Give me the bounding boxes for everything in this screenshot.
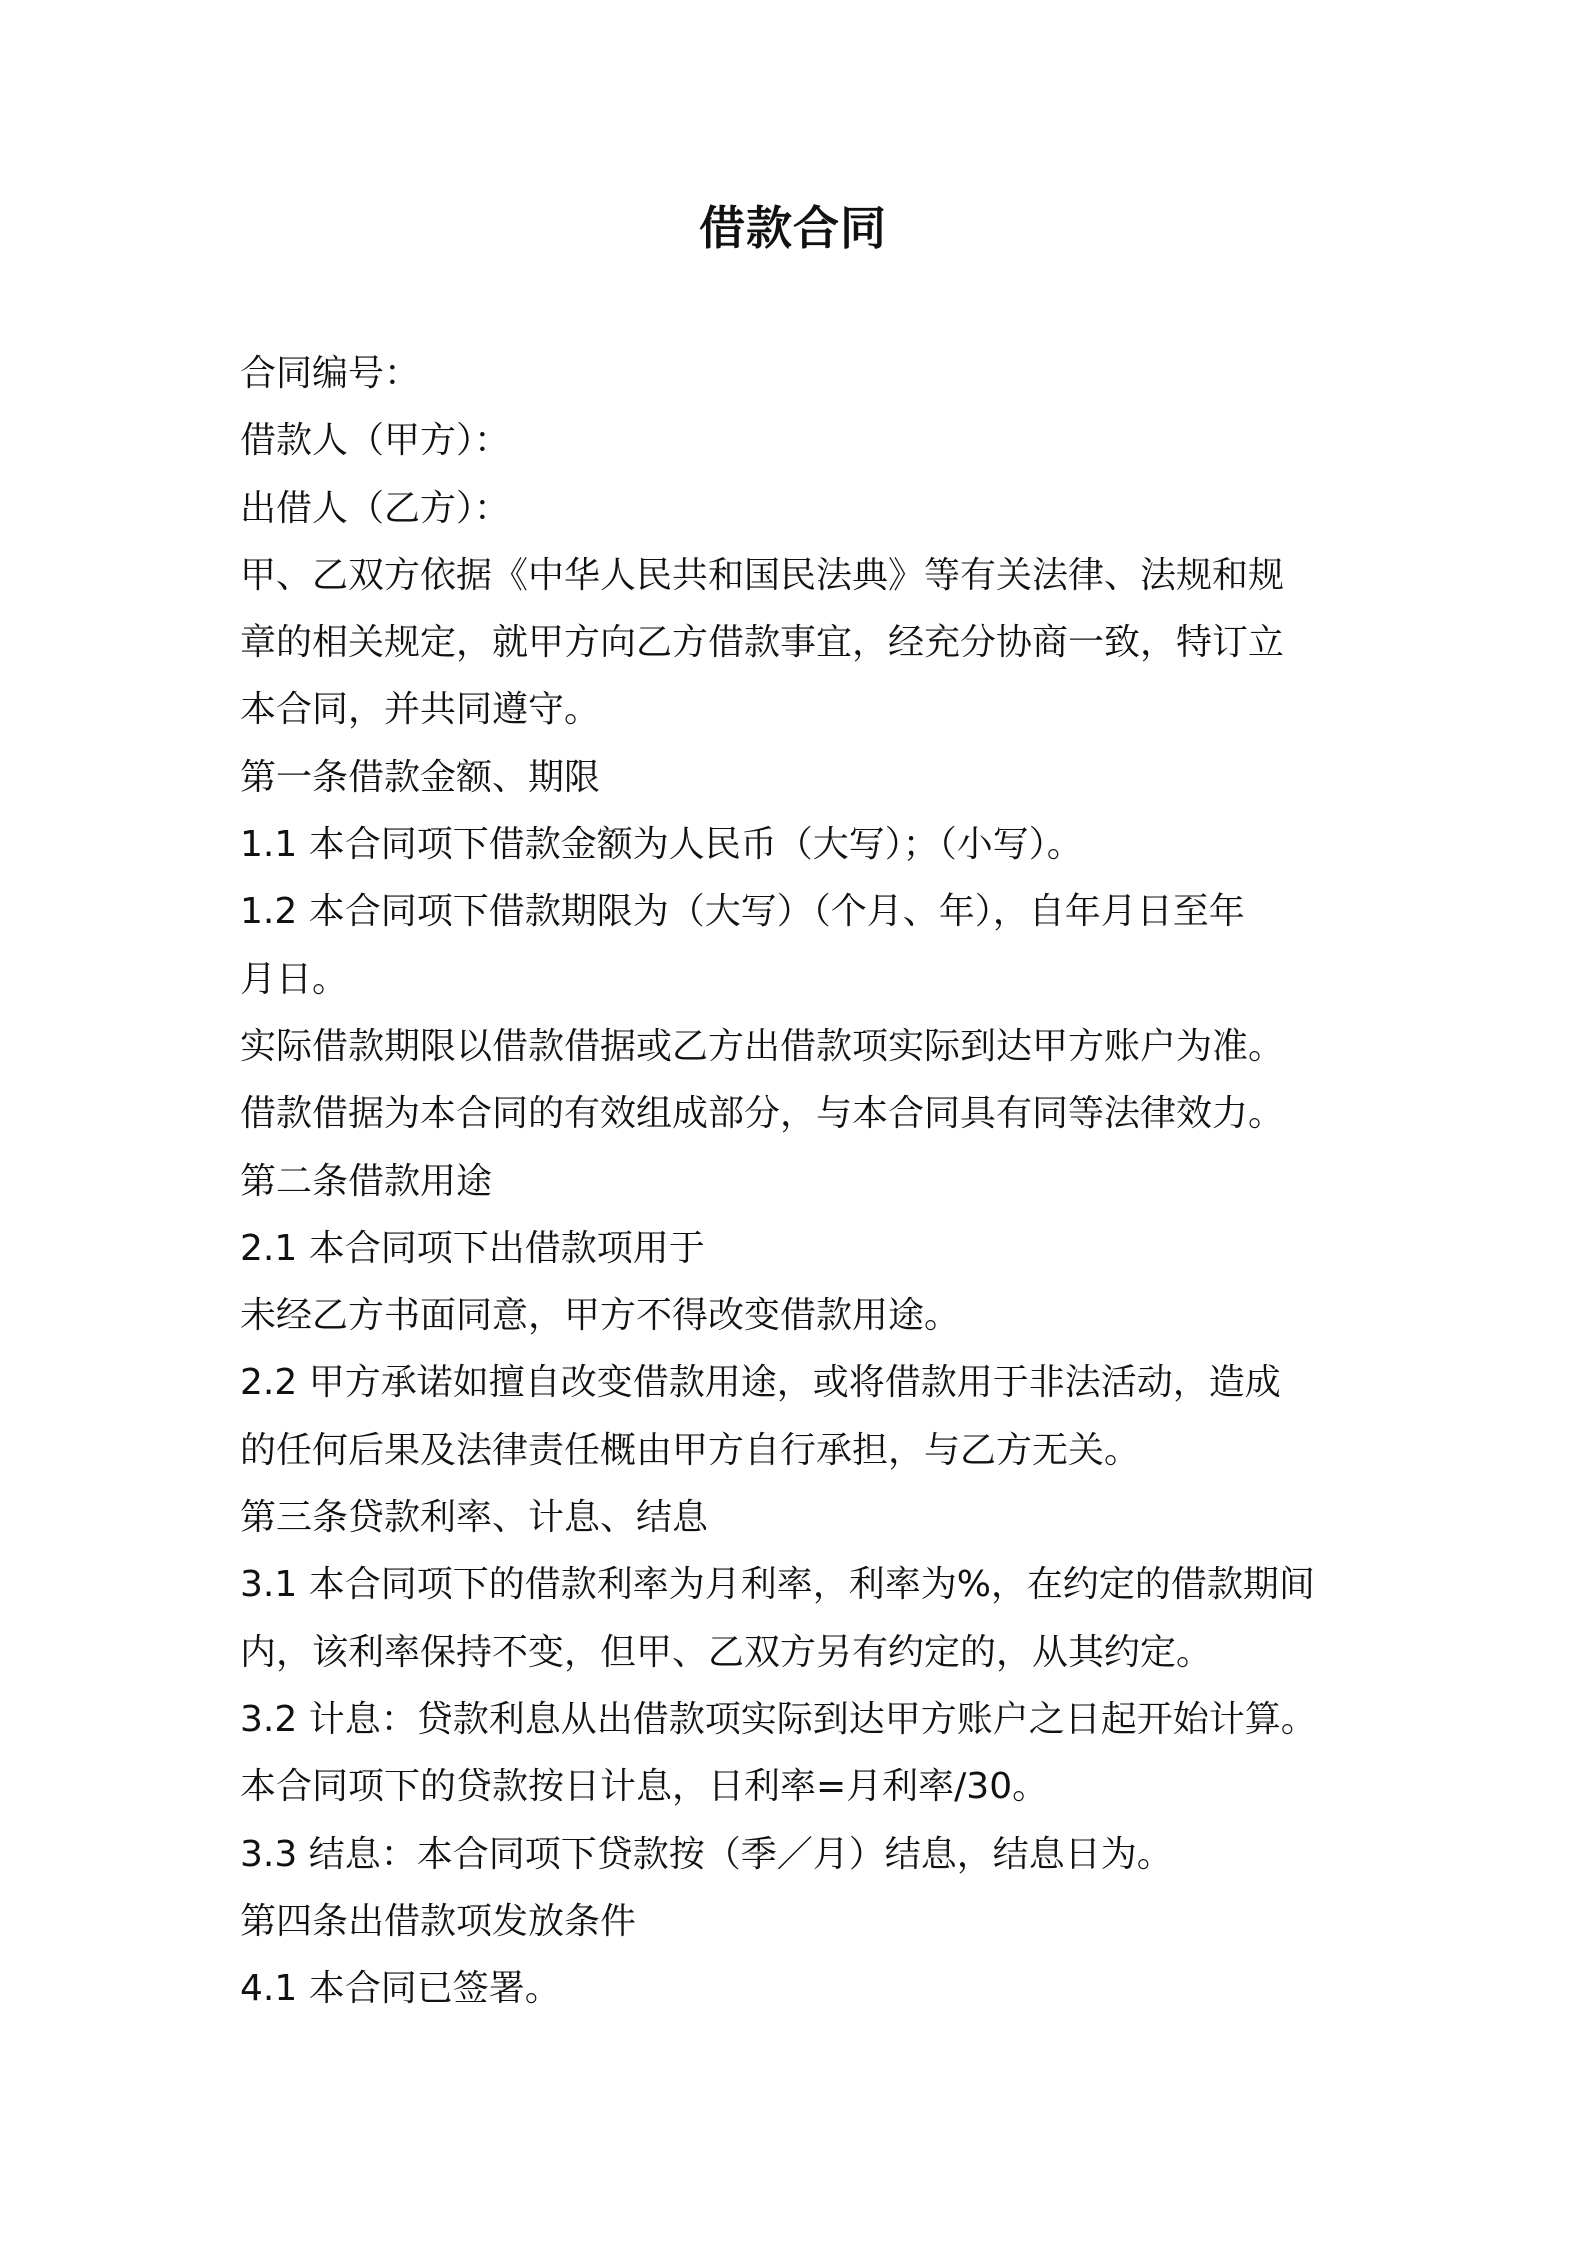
preamble-line: 本合同，并共同遵守。 — [240, 689, 601, 731]
clause-line: 2.1 本合同项下出借款项用于 — [240, 1227, 705, 1269]
contract-number-line: 合同编号： — [240, 353, 421, 394]
clause-line: 3.2 计息：贷款利息从出借款项实际到达甲方账户之日起开始计算。 — [240, 1698, 1317, 1740]
clause-line: 4.1 本合同已签署。 — [240, 1968, 561, 2010]
clause-line: 3.1 本合同项下的借款利率为月利率，利率为%，在约定的借款期间 — [240, 1564, 1315, 1606]
preamble-line: 章的相关规定，就甲方向乙方借款事宜，经充分协商一致，特订立 — [240, 622, 1285, 664]
clause-line: 2.2 甲方承诺如擅自改变借款用途，或将借款用于非法活动，造成 — [240, 1362, 1281, 1404]
article-heading: 第二条借款用途 — [240, 1160, 493, 1202]
clause-line: 的任何后果及法律责任概由甲方自行承担，与乙方无关。 — [240, 1429, 1141, 1471]
clause-line: 未经乙方书面同意，甲方不得改变借款用途。 — [240, 1295, 961, 1337]
clause-line: 3.3 结息：本合同项下贷款按（季／月）结息，结息日为。 — [240, 1833, 1173, 1875]
article-heading: 第四条出借款项发放条件 — [240, 1900, 637, 1942]
clause-line: 1.1 本合同项下借款金额为人民币（大写）；（小写）。 — [240, 824, 1083, 866]
clause-line: 1.2 本合同项下借款期限为（大写）（个月、年），自年月日至年 — [240, 891, 1245, 933]
borrower-line: 借款人（甲方）： — [240, 420, 511, 462]
article-heading: 第一条借款金额、期限 — [240, 756, 601, 798]
clause-line: 本合同项下的贷款按日计息，日利率=月利率/30。 — [240, 1766, 1049, 1808]
article-heading: 第三条贷款利率、计息、结息 — [240, 1497, 709, 1539]
document-body — [240, 340, 1360, 2022]
clause-line: 借款借据为本合同的有效组成部分，与本合同具有同等法律效力。 — [240, 1093, 1285, 1135]
clause-line: 内，该利率保持不变，但甲、乙双方另有约定的，从其约定。 — [240, 1631, 1213, 1673]
preamble-line: 甲、乙双方依据《中华人民共和国民法典》等有关法律、法规和规 — [240, 554, 1285, 596]
document-title: 借款合同 — [699, 201, 887, 255]
lender-line: 出借人（乙方）： — [240, 487, 511, 529]
clause-line: 月日。 — [240, 958, 349, 1000]
clause-line: 实际借款期限以借款借据或乙方出借款项实际到达甲方账户为准。 — [240, 1025, 1285, 1067]
